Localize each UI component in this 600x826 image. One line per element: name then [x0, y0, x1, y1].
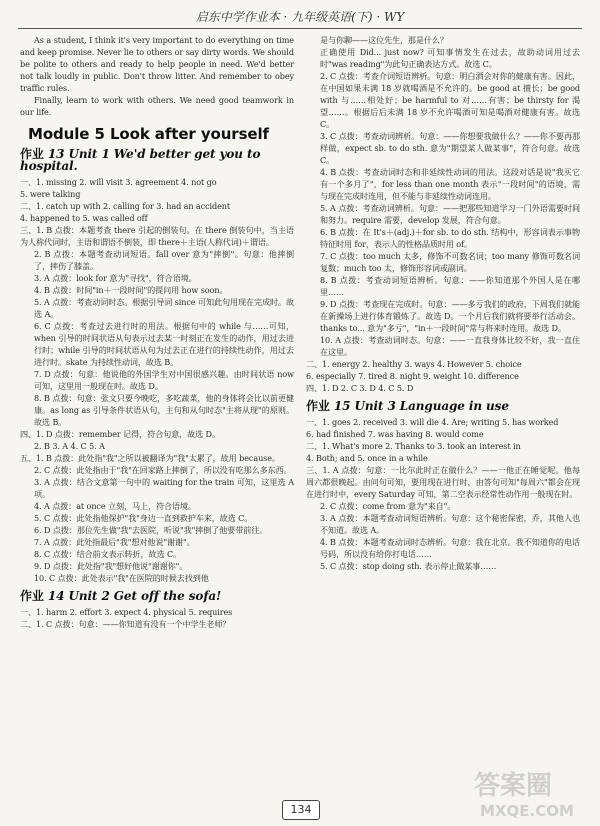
answer-line: 7. A 点拨：此处指最后"我"想对他说"谢谢"。: [34, 537, 195, 547]
homework-15-title: [306, 400, 580, 412]
homework-15-answers: [306, 416, 580, 572]
header-text: 启东中学作业本 · 九年级英语(下) · WY: [195, 10, 405, 24]
left-column: [20, 34, 294, 630]
answer-line: 4. B 点拨：考查动词时态和非延续性动词的用法。这段对话是说"我买它有一个多月了"，for less than one month 表示"一段时间"的语境，需与现在完成时连用，但不能与非延续性动词连用。: [320, 167, 580, 201]
homework-label: 作业: [306, 399, 330, 413]
answer-line: 2. B 3. A 4. C 5. A: [34, 441, 105, 451]
answer-line: 2. C 点拨：考查介词短语辨析。句意：明白酒会对你的健康有害。因此，在中国如果未满 18 岁就喝酒是不允许的。be good at 擅长；be good with 与……相处好；be harmful to 对……有害；be thirsty for 渴望……。根据后后未满 18 岁不允许喝酒可知是喝酒对健康有害。故选 C。: [320, 71, 580, 129]
answer-line: 三、1. B 点拨：本题考查 there 引起的倒装句。在 there 倒装句中，当主语为人称代词时，主语和谓语不倒装，即 there＋主语(人称代词)＋谓语。: [20, 225, 294, 247]
module-title: Module 5 Look after yourself: [28, 125, 269, 143]
answer-line: 一、1. missing 2. will visit 3. agreement 4. not go: [20, 177, 217, 187]
sample-essay: [20, 34, 294, 118]
answer-line: 3. A 点拨：look for 意为"寻找"，符合语境。: [34, 273, 197, 283]
answer-line: 4. Both; and 5. once in a while: [306, 453, 428, 463]
homework-label: 作业: [20, 589, 44, 603]
answer-line: 正确使用 Did... just now? 可知事情发生在过去，故助动词用过去时"was reading"为此句正确表达方式。故选 C。: [320, 47, 580, 69]
homework-label: 作业: [20, 147, 44, 161]
homework-14-answers: [20, 606, 294, 630]
answer-line: 四、1. D 点拨：remember 记得，符合句意，故选 D。: [20, 429, 220, 439]
answer-line: 一、1. goes 2. received 3. will die 4. Are; writing 5. has worked: [306, 417, 559, 427]
answer-line: 四、1. D 2. C 3. D 4. C 5. D: [306, 383, 414, 393]
answer-line: 5. were talking: [20, 189, 81, 199]
answer-line: 9. D 点拨：此处指"我"想好他说"谢谢你"。: [34, 561, 188, 571]
homework-number: 13: [47, 147, 65, 161]
right-column: [306, 34, 580, 572]
running-header: [0, 8, 600, 30]
answer-line: 2. B 点拨：本题考查动词短语。fall over 意为"摔倒"。句意：他摔倒了，摔伤了膝盖。: [34, 249, 294, 271]
answer-line: 4. A 点拨：at once 立刻，马上，符合语境。: [34, 501, 196, 511]
essay-paragraph-1: As a student, I think it's very important to do everything on time and keep promise. Never lie to others or say dirty words. We should be polite to others and ready to help people in need. We'd better not talk loudly in public. Don't throw litter. And remember to obey traffic rules.: [20, 35, 294, 93]
answer-line: 2. C 点拨：come from 意为"来自"。: [320, 501, 456, 511]
homework-13-title: [20, 148, 294, 172]
answer-line: 6. C 点拨：考查过去进行时的用法。根据句中的 while 与……可知，when 引导的时间状语从句表示过去某一时刻正在发生的动作，用过去进行时；while 引导的时间状语从句为过去正在进行的持续性动作，用过去进行时。skate 为持续性动词，故选 B。: [34, 321, 294, 367]
answer-line: 5. A 点拨：考查动词时态。根据引导词 since 可知此句用现在完成时。故选 A。: [34, 297, 294, 319]
homework-13-answers: [20, 176, 294, 584]
watermark-text: 答案圈: [474, 771, 553, 801]
answer-line: 二、1. What's more 2. Thanks to 3. took an interest in: [306, 441, 521, 451]
homework-unit-title: Unit 3 Language in use: [354, 399, 509, 413]
answer-line: 8. C 点拨：结合前文表示转折，故选 C。: [34, 549, 182, 559]
answer-line: 4. B 点拨：本题考查动词时态辨析。句意：我在北京。我不知道你的电话号码，所以没有给你打电话……: [320, 537, 580, 559]
answer-line: 一、1. harm 2. effort 3. expect 4. physical 5. requires: [20, 607, 233, 617]
answer-line: 二、1. catch up with 2. calling for 3. had an accident: [20, 201, 231, 211]
answer-line: 三、1. A 点拨：句意：一比尔此时正在做什么？——一他正在睡觉呢。他每周六都很晚起。由问句可知，要用现在进行时，由答句可知"每周六"都会在现在进行时中，every Saturday 可知，第二空表示经常性动作用一般现在时。: [306, 465, 580, 499]
answer-line: 5. C 点拨：stop doing sth. 表示停止做某事……: [320, 561, 497, 571]
watermark-logo: [470, 762, 596, 822]
answer-line: 10. C 点拨：此处表示"我"在医院的时候去找到他: [34, 573, 209, 583]
answer-line: 5. C 点拨：此处指他保护"我"身边一直到救护车来，故选 C。: [34, 513, 253, 523]
answer-line: 是与你聊——这位先生，那是什么？: [320, 35, 448, 45]
homework-14-answers-continued: [306, 34, 580, 394]
answer-line: 4. happened to 5. was called off: [20, 213, 148, 223]
answer-line: 6. had finished 7. was having 8. would come: [306, 429, 484, 439]
answer-line: 7. D 点拨：句意：他说他的外国学生对中国很感兴趣。由时间状语 now 可知，这里用一般现在时。故选 D。: [34, 369, 294, 391]
answer-line: 6. B 点拨：在 It's＋(adj.)＋for sb. to do sth. 结构中，形容词表示事物特征时用 for，表示人的性格品质时用 of。: [320, 227, 580, 249]
answer-line: 二、1. C 点拨：句意：——你知道有没有一个中学生老师？: [20, 619, 231, 629]
watermark-url: MXQE.COM: [480, 802, 574, 820]
answer-line: 3. A 点拨：本题考查动词短语辨析。句意：这个秘密保密，乔，其他人也不知道。故选 A。: [320, 513, 580, 535]
page-number: 134: [282, 800, 320, 820]
header-rule: [18, 28, 582, 29]
homework-unit-title: Unit 1 We'd better get you to hospital.: [20, 147, 261, 173]
answer-line: 6. especially 7. tired 8. night 9. weight 10. difference: [306, 371, 519, 381]
answer-line: 二、1. energy 2. healthy 3. ways 4. However 5. choice: [306, 359, 522, 369]
answer-line: 2. C 点拨：此处指由于"我"在回家路上摔倒了，所以没有吃那么多东西。: [34, 465, 292, 475]
answer-line: 5. A 点拨：考查动词辨析。句意：——把那些知道学习一门外语需要时间和努力。require 需要，develop 发展，符合句意。: [320, 203, 580, 225]
essay-paragraph-2: Finally, learn to work with others. We need good teamwork in our life.: [20, 95, 294, 117]
homework-unit-title: Unit 2 Get off the sofa!: [68, 589, 222, 603]
answer-line: 8. B 点拨：考查动词短语辨析。句意：——你知道那个外国人是在哪里……: [320, 275, 580, 297]
answer-line: 4. B 点拨：时间"in＋一段时间"的提问用 how soon。: [34, 285, 228, 295]
answer-line: 10. A 点拨：考查动词时态。句意：——一直我身体比较不好，我一直住在这里。: [320, 335, 580, 357]
answer-line: 9. D 点拨：考查现在完成时。句意：——多亏我们的政府，下周我们就能在新操场上进行体育锻炼了。故选 D。一个月后我们就将要举行活动会。thanks to... 意为"多亏"，"in＋一段时间"常与将来时连用。故选 D。: [320, 299, 580, 333]
answer-line: 五、1. B 点拨：此处指"我"之所以被翻译为"我"太累了，故用 because。: [20, 453, 280, 463]
homework-14-title: [20, 590, 294, 602]
answer-line: 3. C 点拨：考查动词辨析。句意：——你想要我做什么？——你不要再那样做，expect sb. to do sth. 意为"期望某人做某事"，符合句意。故选 C。: [320, 131, 580, 165]
homework-number: 14: [47, 589, 65, 603]
answer-line: 6. D 点拨：那位先生做"我"去医院，听说"我"摔倒了他要带前往。: [34, 525, 268, 535]
answer-line: 3. A 点拨：结合文意第一句中的 waiting for the train 可知，这里选 A 项。: [34, 477, 294, 499]
answer-line: 7. C 点拨：too much 太多，修饰不可数名词；too many 修饰可数名词复数；much too 太，修饰形容词或副词。: [320, 251, 580, 273]
homework-number: 15: [333, 399, 351, 413]
answer-line: 8. B 点拨：句意：张文只要今晚吃，多吃蔬菜，他的身体将会比以前更健康。as long as 引导条件状语从句，主句和从句时态"主将从现"的原则。故选 B。: [34, 393, 294, 427]
